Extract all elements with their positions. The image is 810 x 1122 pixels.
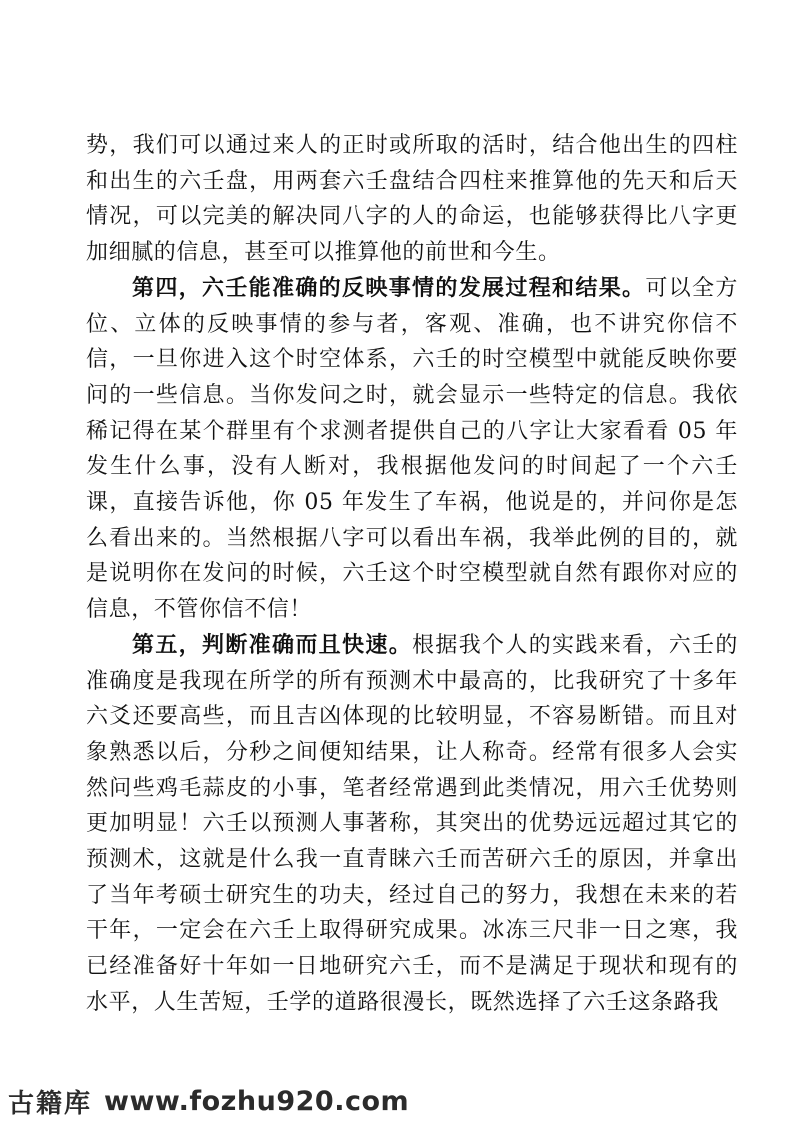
paragraph-3-lead: 第五，判断准确而且快速。 bbox=[132, 631, 413, 658]
paragraph-1-text: 势，我们可以通过来人的正时或所取的活时，结合他出生的四柱和出生的六壬盘，用两套六壬盘结合四柱来推算他的先天和后天情况，可以完美的解决同八字的人的命运，也能够获得比八字更加细腻的信息，甚至可以推算他的前世和今生。 bbox=[86, 133, 738, 266]
paragraph-1 bbox=[86, 128, 738, 271]
paragraph-2-text: 可以全方位、立体的反映事情的参与者，客观、准确，也不讲究你信不信，一旦你进入这个时空体系，六壬的时空模型中就能反映你要问的一些信息。当你发问之时，就会显示一些特定的信息。我依稀记得在某个群里有个求测者提供自己的八字让大家看看 05 年发生什么事，没有人断对，我根据他发问的时间起了一个六壬课，直接告诉他，你 05 年发生了车祸，他说是的，并问你是怎么看出来的。当然根据八字可以看出车祸，我举此例的目的，就是说明你在发问的时候，六壬这个时空模型就自然有跟你对应的信息，不管你信不信！ bbox=[86, 275, 738, 623]
paragraph-3 bbox=[86, 628, 738, 1021]
paragraph-2 bbox=[86, 271, 738, 628]
watermark-url: www.fozhu920.com bbox=[104, 1085, 410, 1117]
body-text bbox=[86, 128, 738, 1021]
watermark-site-name: 古籍库 bbox=[8, 1088, 93, 1119]
paragraph-3-text: 根据我个人的实践来看，六壬的准确度是我现在所学的所有预测术中最高的，比我研究了十多年六爻还要高些，而且吉凶体现的比较明显，不容易断错。而且对象熟悉以后，分秒之间便知结果，让人称奇。经常有很多人会实然问些鸡毛蒜皮的小事，笔者经常遇到此类情况，用六壬优势则更加明显！六壬以预测人事著称，其突出的优势远远超过其它的预测术，这就是什么我一直青睐六壬而苦研六壬的原因，并拿出了当年考硕士研究生的功夫，经过自己的努力，我想在未来的若干年，一定会在六壬上取得研究成果。冰冻三尺非一日之寒，我已经准备好十年如一日地研究六壬，而不是满足于现状和现有的水平，人生苦短，壬学的道路很漫长，既然选择了六壬这条路我 bbox=[86, 632, 738, 1015]
paragraph-2-lead: 第四，六壬能准确的反映事情的发展过程和结果。 bbox=[132, 274, 646, 301]
site-watermark bbox=[8, 1081, 409, 1121]
